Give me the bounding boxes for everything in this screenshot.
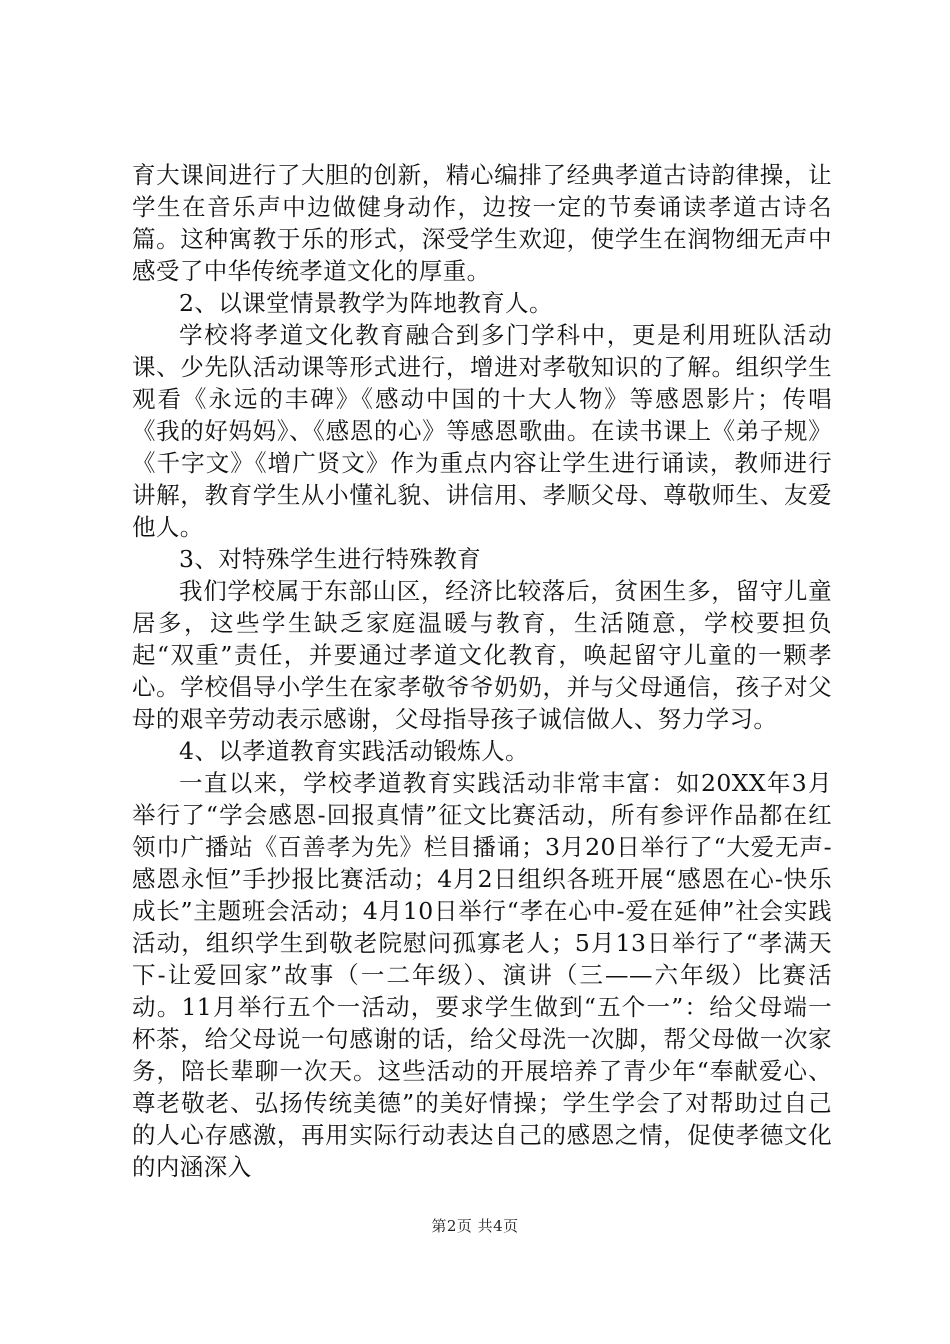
page-footer: 第2页 共4页 — [431, 1217, 519, 1235]
section-heading-3: 3、对特殊学生进行特殊教育 — [179, 545, 482, 573]
section-heading-2: 2、以课堂情景教学为阵地教育人。 — [179, 289, 553, 317]
document-body — [132, 159, 832, 1183]
section-heading-4: 4、以孝道教育实践活动锻炼人。 — [179, 737, 529, 765]
paragraph-continuation: 育大课间进行了大胆的创新，精心编排了经典孝道古诗韵律操，让学生在音乐声中边做健身动作，边按一定的节奏诵读孝道古诗名篇。这种寓教于乐的形式，深受学生欢迎，使学生在润物细无声中感受了中华传统孝道文化的厚重。 — [132, 161, 832, 285]
paragraph-classroom-teaching: 学校将孝道文化教育融合到多门学科中，更是利用班队活动课、少先队活动课等形式进行，增进对孝敬知识的了解。组织学生观看《永远的丰碑》《感动中国的十大人物》等感恩影片；传唱《我的好妈妈》、《感恩的心》等感恩歌曲。在读书课上《弟子规》《千字文》《增广贤文》作为重点内容让学生进行诵读，教师进行讲解，教育学生从小懂礼貌、讲信用、孝顺父母、尊敬师生、友爱他人。 — [132, 321, 832, 541]
paragraph-practice-activities: 一直以来，学校孝道教育实践活动非常丰富：如20XX年3月举行了“学会感恩-回报真情”征文比赛活动，所有参评作品都在红领巾广播站《百善孝为先》栏目播诵；3月20日举行了“大爱无声-感恩永恒”手抄报比赛活动；4月2日组织各班开展“感恩在心-快乐成长”主题班会活动；4月10日举行“孝在心中-爱在延伸”社会实践活动，组织学生到敬老院慰问孤寡老人；5月13日举行了“孝满天下-让爱回家”故事（一二年级）、演讲（三——六年级）比赛活动。11月举行五个一活动，要求学生做到“五个一”：给父母端一杯茶，给父母说一句感谢的话，给父母洗一次脚，帮父母做一次家务，陪长辈聊一次天。这些活动的开展培养了青少年“奉献爱心、尊老敬老、弘扬传统美德”的美好情操；学生学会了对帮助过自己的人心存感激，再用实际行动表达自己的感恩之情，促使孝德文化的内涵深入 — [132, 769, 832, 1181]
paragraph-special-students: 我们学校属于东部山区，经济比较落后，贫困生多，留守儿童居多，这些学生缺乏家庭温暖与教育，生活随意，学校要担负起“双重”责任，并要通过孝道文化教育，唤起留守儿童的一颗孝心。学校倡导小学生在家孝敬爷爷奶奶，并与父母通信，孩子对父母的艰辛劳动表示感谢，父母指导孩子诚信做人、努力学习。 — [132, 577, 832, 733]
